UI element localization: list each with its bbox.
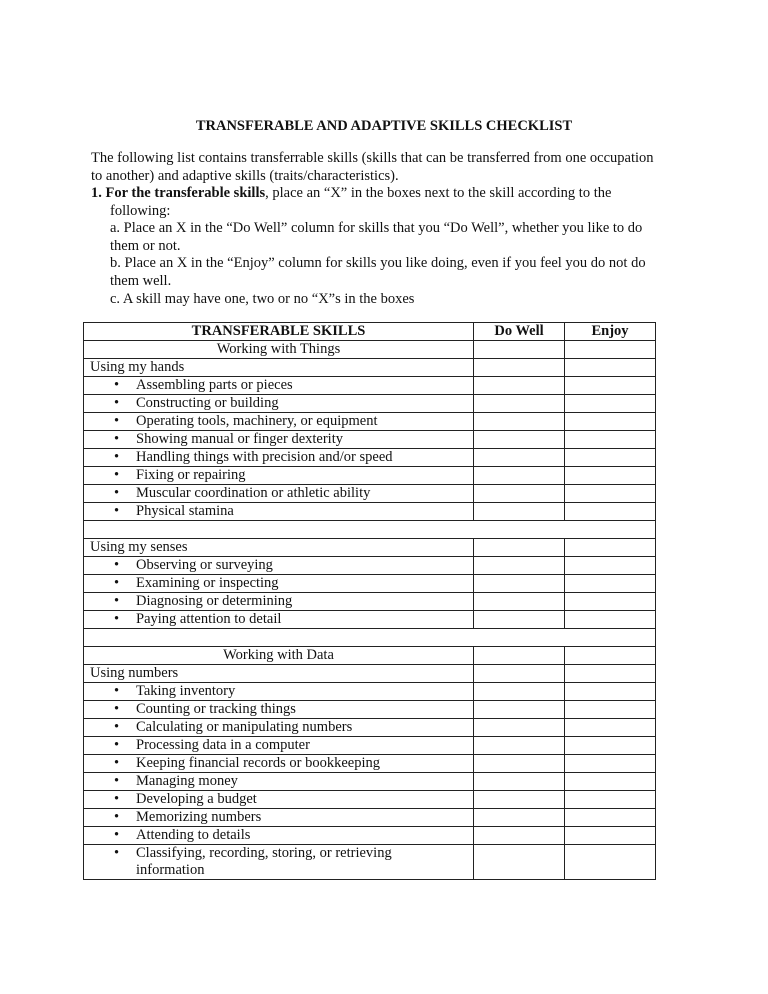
- do-well-cell[interactable]: [474, 845, 565, 880]
- skill-label: Physical stamina: [136, 503, 234, 519]
- instruction-number: 1.: [91, 185, 102, 201]
- bullet: •: [114, 449, 120, 465]
- skill-label: Counting or tracking things: [136, 701, 296, 717]
- enjoy-cell[interactable]: [565, 575, 656, 593]
- do-well-cell[interactable]: [474, 647, 565, 665]
- enjoy-cell[interactable]: [565, 647, 656, 665]
- enjoy-cell[interactable]: [565, 449, 656, 467]
- group-hands: Using my hands: [84, 359, 474, 377]
- do-well-cell[interactable]: [474, 737, 565, 755]
- do-well-cell[interactable]: [474, 485, 565, 503]
- skill-label: Attending to details: [136, 827, 251, 843]
- skill-label: Examining or inspecting: [136, 575, 279, 591]
- blank-row: [84, 521, 656, 539]
- do-well-cell[interactable]: [474, 557, 565, 575]
- enjoy-cell[interactable]: [565, 557, 656, 575]
- skill-label: Paying attention to detail: [136, 611, 282, 627]
- skill-label: Calculating or manipulating numbers: [136, 719, 353, 735]
- instruction-lead-bold: For the transferable skills: [105, 185, 266, 201]
- skill-label: Observing or surveying: [136, 557, 273, 573]
- table-row: [84, 593, 656, 611]
- enjoy-cell[interactable]: [565, 665, 656, 683]
- bullet: •: [114, 755, 120, 771]
- do-well-cell[interactable]: [474, 467, 565, 485]
- bullet: •: [114, 773, 120, 789]
- bullet: •: [114, 575, 120, 591]
- table-row: [84, 845, 656, 880]
- table-row: [84, 827, 656, 845]
- do-well-cell[interactable]: [474, 341, 565, 359]
- header-skills: TRANSFERABLE SKILLS: [84, 323, 474, 341]
- table-row: [84, 557, 656, 575]
- skill-label: Classifying, recording, storing, or retrieving: [136, 845, 392, 861]
- skill-label: Handling things with precision and/or speed: [136, 449, 393, 465]
- enjoy-cell[interactable]: [565, 593, 656, 611]
- category-things: Working with Things: [84, 341, 474, 359]
- table-row: [84, 485, 656, 503]
- enjoy-cell[interactable]: [565, 683, 656, 701]
- enjoy-cell[interactable]: [565, 701, 656, 719]
- enjoy-cell[interactable]: [565, 539, 656, 557]
- numbers-items: [84, 683, 656, 880]
- do-well-cell[interactable]: [474, 701, 565, 719]
- enjoy-cell[interactable]: [565, 611, 656, 629]
- table-row: [84, 377, 656, 395]
- enjoy-cell[interactable]: [565, 809, 656, 827]
- group-numbers: Using numbers: [84, 665, 474, 683]
- table-row: [84, 575, 656, 593]
- bullet: •: [114, 683, 120, 699]
- bullet: •: [114, 413, 120, 429]
- do-well-cell[interactable]: [474, 359, 565, 377]
- do-well-cell[interactable]: [474, 791, 565, 809]
- bullet: •: [114, 791, 120, 807]
- enjoy-cell[interactable]: [565, 719, 656, 737]
- skill-label: Constructing or building: [136, 395, 279, 411]
- skill-label: Fixing or repairing: [136, 467, 246, 483]
- instruction-b-line-1: b. Place an X in the “Enjoy” column for skills you like doing, even if you feel you do not do: [110, 255, 646, 272]
- category-data: Working with Data: [84, 647, 474, 665]
- instruction-lead-rest: , place an “X” in the boxes next to the skill according to the: [265, 185, 612, 201]
- hands-items: [84, 377, 656, 521]
- table-row: [84, 755, 656, 773]
- table-row: [84, 683, 656, 701]
- bullet: •: [114, 431, 120, 447]
- skill-label-continuation: information: [136, 862, 205, 878]
- enjoy-cell[interactable]: [565, 827, 656, 845]
- enjoy-cell[interactable]: [565, 773, 656, 791]
- page-title: TRANSFERABLE AND ADAPTIVE SKILLS CHECKLIST: [195, 118, 573, 134]
- group-row-numbers: [84, 665, 656, 683]
- instruction-a-line-2: them or not.: [110, 237, 181, 254]
- enjoy-cell[interactable]: [565, 395, 656, 413]
- instruction-c: c. A skill may have one, two or no “X”s in the boxes: [110, 290, 415, 307]
- enjoy-cell[interactable]: [565, 431, 656, 449]
- table-row: [84, 395, 656, 413]
- category-row-things: [84, 341, 656, 359]
- enjoy-cell[interactable]: [565, 413, 656, 431]
- table-header-row: [84, 323, 656, 341]
- do-well-cell[interactable]: [474, 593, 565, 611]
- do-well-cell[interactable]: [474, 539, 565, 557]
- table-row: [84, 467, 656, 485]
- enjoy-cell[interactable]: [565, 845, 656, 880]
- bullet: •: [114, 719, 120, 735]
- header-do-well: Do Well: [474, 323, 565, 341]
- do-well-cell[interactable]: [474, 431, 565, 449]
- table-row: [84, 449, 656, 467]
- table-row: [84, 701, 656, 719]
- bullet: •: [114, 701, 120, 717]
- do-well-cell[interactable]: [474, 413, 565, 431]
- enjoy-cell[interactable]: [565, 341, 656, 359]
- skill-label: Muscular coordination or athletic ability: [136, 485, 371, 501]
- enjoy-cell[interactable]: [565, 503, 656, 521]
- intro-paragraph: [91, 150, 691, 185]
- header-enjoy: Enjoy: [565, 323, 656, 341]
- instructions: [91, 185, 691, 308]
- bullet: •: [114, 377, 120, 393]
- enjoy-cell[interactable]: [565, 485, 656, 503]
- instruction-lead: [91, 185, 691, 203]
- bullet: •: [114, 809, 120, 825]
- bullet: •: [114, 467, 120, 483]
- do-well-cell[interactable]: [474, 575, 565, 593]
- instruction-a-line-1: a. Place an X in the “Do Well” column for skills that you “Do Well”, whether you like to do: [110, 220, 643, 237]
- do-well-cell[interactable]: [474, 809, 565, 827]
- group-row-hands: [84, 359, 656, 377]
- bullet: •: [114, 737, 120, 753]
- enjoy-cell[interactable]: [565, 467, 656, 485]
- skill-label: Taking inventory: [136, 683, 236, 699]
- table-row: [84, 773, 656, 791]
- table-row: [84, 809, 656, 827]
- enjoy-cell[interactable]: [565, 791, 656, 809]
- blank-cell: [84, 629, 656, 647]
- table-row: [84, 431, 656, 449]
- enjoy-cell[interactable]: [565, 359, 656, 377]
- skill-label: Memorizing numbers: [136, 809, 262, 825]
- skill-label: Processing data in a computer: [136, 737, 310, 753]
- instruction-b-line-2: them well.: [110, 272, 172, 289]
- intro-line-2: to another) and adaptive skills (traits/characteristics).: [91, 167, 399, 184]
- enjoy-cell[interactable]: [565, 377, 656, 395]
- intro-line-1: The following list contains transferrable skills (skills that can be transferred from one occupation: [91, 150, 654, 166]
- do-well-cell[interactable]: [474, 755, 565, 773]
- do-well-cell[interactable]: [474, 377, 565, 395]
- bullet: •: [114, 611, 120, 627]
- table-row: [84, 791, 656, 809]
- do-well-cell[interactable]: [474, 395, 565, 413]
- bullet: •: [114, 827, 120, 843]
- bullet: •: [114, 395, 120, 411]
- do-well-cell[interactable]: [474, 449, 565, 467]
- do-well-cell[interactable]: [474, 827, 565, 845]
- skills-checklist-table: [83, 322, 656, 880]
- do-well-cell[interactable]: [474, 611, 565, 629]
- enjoy-cell[interactable]: [565, 755, 656, 773]
- table-row: [84, 413, 656, 431]
- skill-label: Showing manual or finger dexterity: [136, 431, 343, 447]
- bullet: •: [114, 503, 120, 519]
- skill-label: Operating tools, machinery, or equipment: [136, 413, 378, 429]
- table-row: [84, 737, 656, 755]
- bullet: •: [114, 845, 120, 861]
- do-well-cell[interactable]: [474, 683, 565, 701]
- do-well-cell[interactable]: [474, 719, 565, 737]
- table-row: [84, 503, 656, 521]
- group-senses: Using my senses: [84, 539, 474, 557]
- do-well-cell[interactable]: [474, 503, 565, 521]
- do-well-cell[interactable]: [474, 665, 565, 683]
- skill-label: Managing money: [136, 773, 238, 789]
- group-row-senses: [84, 539, 656, 557]
- skill-label: Developing a budget: [136, 791, 257, 807]
- do-well-cell[interactable]: [474, 773, 565, 791]
- category-row-data: [84, 647, 656, 665]
- instruction-lead-cont: following:: [110, 202, 171, 219]
- skill-label: Keeping financial records or bookkeeping: [136, 755, 380, 771]
- bullet: •: [114, 557, 120, 573]
- table-row: [84, 611, 656, 629]
- blank-row: [84, 629, 656, 647]
- table-row: [84, 719, 656, 737]
- senses-items: [84, 557, 656, 629]
- bullet: •: [114, 593, 120, 609]
- blank-cell: [84, 521, 656, 539]
- enjoy-cell[interactable]: [565, 737, 656, 755]
- skill-label: Diagnosing or determining: [136, 593, 293, 609]
- skill-label: Assembling parts or pieces: [136, 377, 293, 393]
- bullet: •: [114, 485, 120, 501]
